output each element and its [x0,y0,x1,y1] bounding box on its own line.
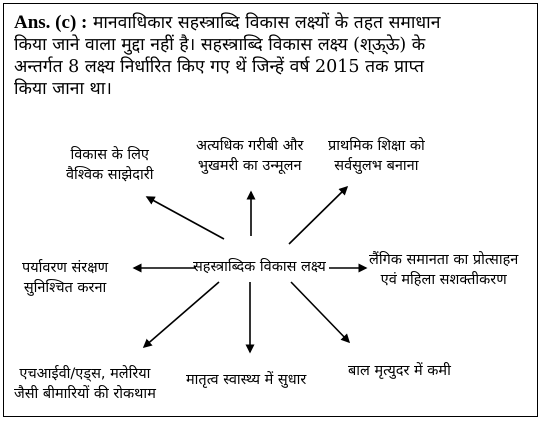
answer-label: Ans. (c) : [14,12,88,33]
answer-line-3: अन्तर्गत 8 लक्ष्य निर्धारित किए गए थें जिन्हें वर्ष 2015 तक प्राप्त [14,57,424,77]
answer-line-4: किया जाना था। [14,79,112,99]
goal-child-mortality: बाल मृत्युदर में कमी [348,363,451,379]
goal-disease: एचआईवी/एड्स, मलेरिया जैसी बीमारियों की रोकथाम [14,366,156,402]
answer-box [3,3,538,417]
arrow-to-global-partnership [147,197,224,239]
goal-gender-equality: लैंगिक समानता का प्रोत्साहन एवं महिला सशक्तीकरण [369,252,519,288]
center-node: सहस्त्राब्दिक विकास लक्ष्य [193,259,326,275]
diagram-arrows [4,4,539,418]
arrow-to-disease [144,282,219,347]
goal-poverty-hunger: अत्यधिक गरीबी और भुखमरी का उन्मूलन [196,138,304,174]
goal-maternal-health: मातृत्व स्वास्थ्य में सुधार [186,372,307,388]
goal-primary-education: प्राथमिक शिक्षा को सर्वसुलभ बनाना [328,138,425,174]
goal-global-partnership: विकास के लिए वैश्विक साझेदारी [66,147,154,183]
answer-line-1: Ans. (c) : मानवाधिकार सहस्त्राब्दि विकास लक्ष्यों के तहत समाधान [14,12,441,33]
answer-line-2: किया जाने वाला मुद्दा नहीं है। सहस्त्राब्दि विकास लक्ष्य (श्ऊ्ऊे) के [14,35,426,55]
goal-environment: पर्यावरण संरक्षण सुनिश्चित करना [22,260,109,296]
arrow-to-child-mortality [291,282,349,342]
arrow-to-primary-education [289,187,347,244]
